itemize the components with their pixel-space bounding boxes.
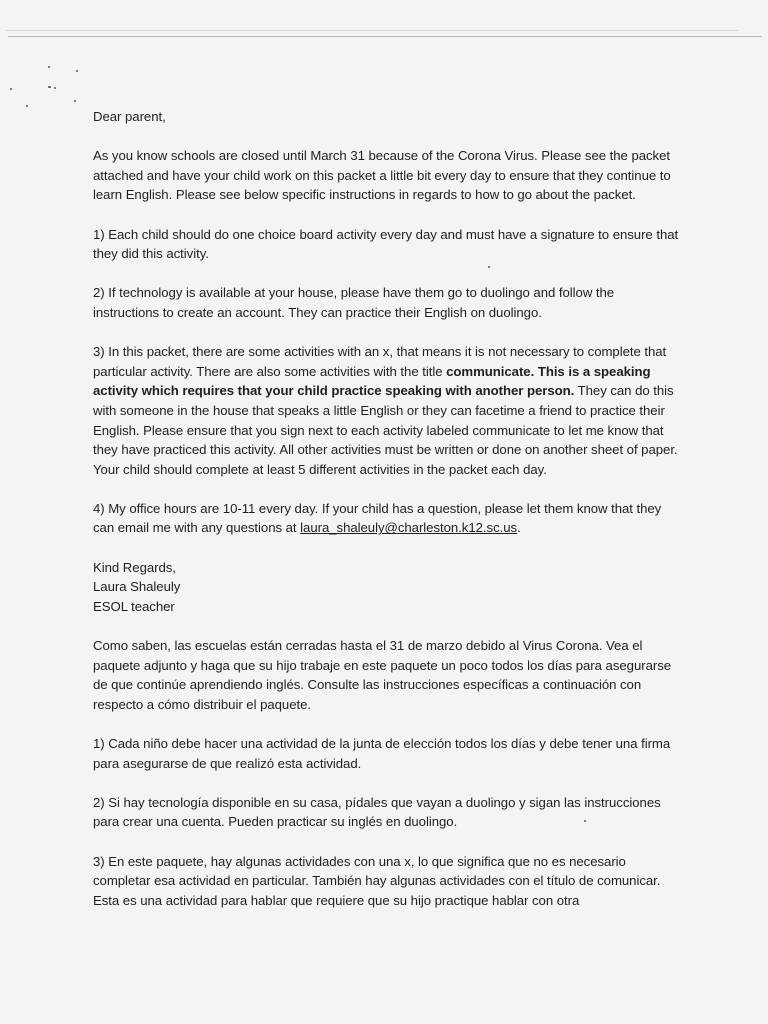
instruction-3	[93, 342, 683, 479]
instruction-4-text: 4) My office hours are 10-11 every day. If your child has a question, please let them know that they can email me with any questions at	[93, 500, 662, 536]
instruction-3-text: 3) In this packet, there are some activities with an x, that means it is not necessary to complete that particular activity. There are also some activities with the title	[93, 344, 667, 379]
spanish-intro-paragraph: Como saben, las escuelas están cerradas hasta el 31 de marzo debido al Virus Corona. Vea el paquete adjunto y haga que su hijo trabaje en este paquete un poco todos los días para asegurarse de que continúe aprendiendo inglés. Consulte las instrucciones específicas a continuación con respecto a cómo distribuir el paquete.	[93, 638, 672, 712]
scan-speck	[10, 88, 12, 90]
intro-paragraph: As you know schools are closed until March 31 because of the Corona Virus. Please see the packet attached and have your child work on this packet a little bit every day to ensure that they continue to learn English. Please see below specific instructions in regards to how to go about the packet.	[93, 148, 671, 203]
communicate-term: communicate.	[446, 363, 535, 379]
signature-title: ESOL teacher	[93, 598, 175, 614]
instruction-4-end: .	[517, 520, 521, 536]
greeting: Dear parent,	[93, 109, 166, 124]
speaking-activity-note: This is a speaking activity which requires that your child practice speaking with another person.	[93, 363, 651, 399]
instruction-1: 1) Each child should do one choice board activity every day and must have a signature to ensure that they did this activity.	[93, 226, 679, 262]
spanish-instruction-2: 2) Si hay tecnología disponible en su casa, pídales que vayan a duolingo y sigan las instrucciones para crear una cuenta. Pueden practicar su inglés en duolingo.	[93, 794, 661, 830]
scan-speck	[48, 86, 51, 88]
spanish-instruction-3: 3) En este paquete, hay algunas actividades con una x, lo que significa que no es necesario completar esa actividad en particular. También hay algunas actividades con el título de comunicar. Esta es una actividad para hablar que requiere que su hijo practique hablar con otra	[93, 853, 661, 908]
scan-speck	[76, 70, 78, 72]
teacher-email-link[interactable]: laura_shaleuly@charleston.k12.sc.us	[300, 520, 518, 536]
instruction-4	[93, 499, 683, 538]
scan-speck	[54, 87, 56, 89]
scan-edge-line	[8, 36, 762, 37]
closing: Kind Regards,	[93, 559, 176, 575]
signature-name: Laura Shaleuly	[93, 579, 181, 595]
scan-edge-line	[6, 30, 738, 31]
scan-speck	[26, 105, 28, 107]
instruction-3-continued: They can do this with someone in the house that speaks a little English or they can facetime a friend to practice their English. Please ensure that you sign next to each activity labeled communicate to let me know that they have practiced this activity. All other activities must be written or done on another sheet of paper. Your child should complete at least 5 different activities in the packet each day.	[93, 383, 678, 477]
scan-speck	[74, 100, 76, 102]
spanish-instruction-1: 1) Cada niño debe hacer una actividad de la junta de elección todos los días y debe tener una firma para asegurarse de que realizó esta actividad.	[93, 736, 671, 771]
instruction-2: 2) If technology is available at your house, please have them go to duolingo and follow the instructions to create an account. They can practice their English on duolingo.	[93, 285, 615, 320]
scan-speck	[48, 66, 50, 68]
letter-body	[93, 107, 683, 910]
